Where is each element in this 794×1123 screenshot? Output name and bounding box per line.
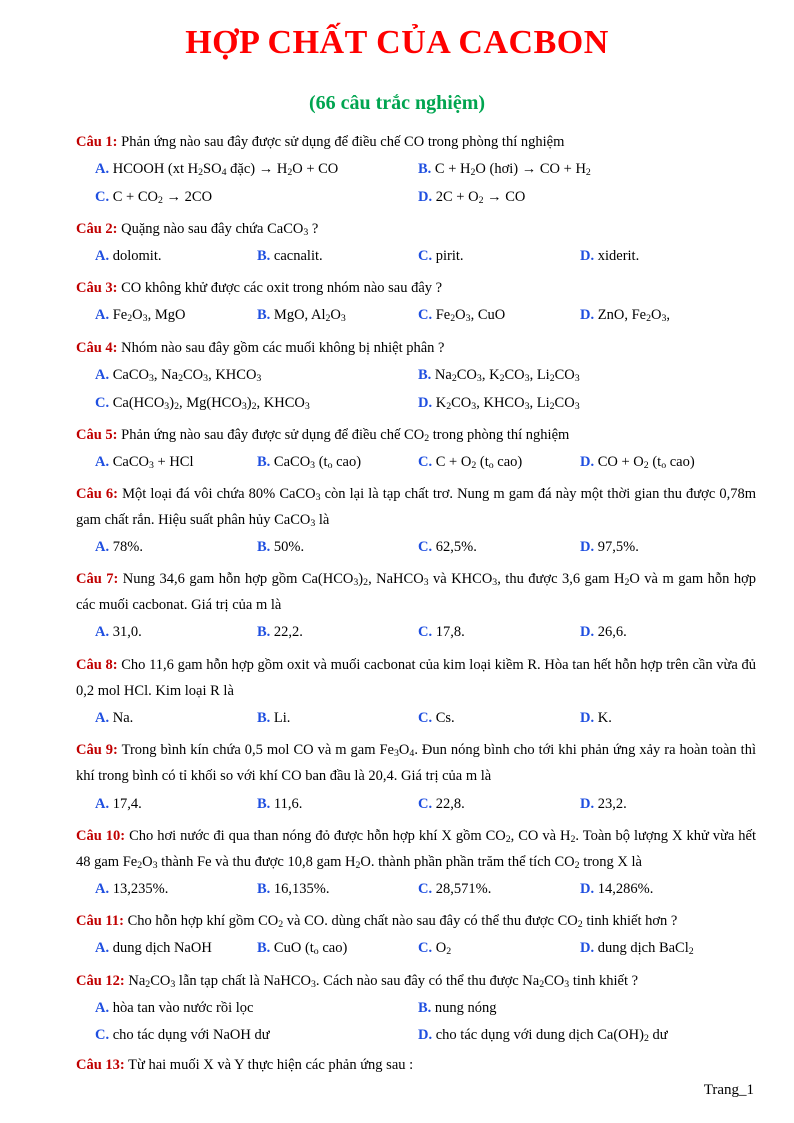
page-number: Trang_1 bbox=[703, 1082, 754, 1098]
option-b[interactable]: B. 50%. bbox=[257, 539, 305, 555]
option-d[interactable]: D. CO + $O_2$ ($t_o$ cao) bbox=[580, 454, 695, 471]
option-d[interactable]: D. 26,6. bbox=[580, 624, 627, 640]
question-text: Trong bình kín chứa 0,5 mol CO và m gam $Fe_3O_4$. Đun nóng bình cho tới khi phản ứng xảy ra hoàn toàn thì khí trong bình có tỉ khối so với khí CO ban đầu là 20,4. Giá trị của m là bbox=[76, 742, 756, 784]
options-row bbox=[95, 246, 755, 266]
question bbox=[76, 422, 756, 448]
option-a[interactable]: A. hòa tan vào nước rồi lọc bbox=[95, 1000, 254, 1016]
option-b[interactable]: B. CuO ($t_o$ cao) bbox=[257, 940, 348, 957]
option-c[interactable]: C. 28,571%. bbox=[418, 881, 492, 897]
option-c[interactable]: C. $Ca(HCO_3)_2$, $Mg(HCO_3)_2$, $KHCO_3$ bbox=[95, 395, 310, 412]
question bbox=[76, 481, 756, 533]
option-a[interactable]: A. HCOOH (xt $H_2SO_4$ đặc) → $H_2O$ + CO bbox=[95, 161, 339, 178]
question bbox=[76, 275, 756, 301]
option-d[interactable]: D. $K_2CO_3$, $KHCO_3$, $Li_2CO_3$ bbox=[418, 395, 580, 412]
option-d[interactable]: D. $2C + O_2$ → CO bbox=[418, 189, 526, 206]
question-text: Cho hỗn hợp khí gồm $CO_2$ và CO. dùng chất nào sau đây có thể thu được $CO_2$ tinh khiết hơn ? bbox=[127, 913, 678, 930]
option-d[interactable]: D. 14,286%. bbox=[580, 881, 654, 897]
option-d[interactable]: D. K. bbox=[580, 710, 612, 726]
question-text: Phản ứng nào sau đây được sử dụng để điều chế $CO_2$ trong phòng thí nghiệm bbox=[121, 427, 570, 444]
option-a[interactable]: A. Na. bbox=[95, 710, 134, 726]
question-number: Câu 9: bbox=[76, 742, 118, 758]
question-number: Câu 10: bbox=[76, 828, 126, 844]
option-c[interactable]: C. pirit. bbox=[418, 248, 464, 264]
option-a[interactable]: A. 13,235%. bbox=[95, 881, 169, 897]
question bbox=[76, 566, 756, 618]
question-number: Câu 13: bbox=[76, 1057, 125, 1073]
question bbox=[76, 216, 756, 242]
option-d[interactable]: D. cho tác dụng với dung dịch $Ca(OH)_2$ dư bbox=[418, 1027, 668, 1044]
question-text: Phản ứng nào sau đây được sử dụng để điều chế CO trong phòng thí nghiệm bbox=[121, 134, 565, 150]
option-c[interactable]: C. 62,5%. bbox=[418, 539, 477, 555]
question-text: Quặng nào sau đây chứa CaCO$_3$ ? bbox=[121, 221, 319, 238]
option-b[interactable]: B. cacnalit. bbox=[257, 248, 323, 264]
question-number: Câu 3: bbox=[76, 280, 118, 296]
options-row bbox=[95, 452, 755, 472]
option-d[interactable]: D. ZnO, $Fe_2O_3$, bbox=[580, 307, 671, 324]
question-number: Câu 8: bbox=[76, 657, 118, 673]
option-d[interactable]: D. xiderit. bbox=[580, 248, 640, 264]
question-text: Nhóm nào sau đây gồm các muối không bị nhiệt phân ? bbox=[121, 340, 445, 356]
option-a[interactable]: A. $Fe_2O_3$, MgO bbox=[95, 307, 186, 324]
option-a[interactable]: A. 17,4. bbox=[95, 796, 142, 812]
options-row bbox=[95, 187, 755, 207]
option-b[interactable]: B. nung nóng bbox=[418, 1000, 497, 1016]
option-c[interactable]: C. $C + O_2$ ($t_o$ cao) bbox=[418, 454, 523, 471]
question-number: Câu 11: bbox=[76, 913, 124, 929]
option-b[interactable]: B. CaCO$_3$ ($t_o$ cao) bbox=[257, 454, 362, 471]
option-b[interactable]: B. 16,135%. bbox=[257, 881, 330, 897]
question-text: Cho 11,6 gam hỗn hợp gồm oxit và muối cacbonat của kim loại kiềm R. Hòa tan hết hỗn hợp trên cần vừa đủ 0,2 mol HCl. Kim loại R là bbox=[76, 657, 756, 699]
option-c[interactable]: C. Cs. bbox=[418, 710, 455, 726]
options-row bbox=[95, 879, 755, 899]
option-b[interactable]: B. Li. bbox=[257, 710, 291, 726]
page-subtitle: (66 câu trắc nghiệm) bbox=[308, 92, 486, 114]
question-number: Câu 7: bbox=[76, 571, 119, 587]
question-number: Câu 6: bbox=[76, 486, 118, 502]
options-row bbox=[95, 393, 755, 413]
question-text: Một loại đá vôi chứa 80% CaCO$_3$ còn lại là tạp chất trơ. Nung m gam đá này một thời gian thu được 0,78m gam chất rắn. Hiệu suất phân hủy CaCO$_3$ là bbox=[76, 486, 757, 529]
question bbox=[76, 968, 756, 994]
options-row bbox=[95, 305, 755, 325]
option-a[interactable]: A. CaCO$_3$, $Na_2CO_3$, $KHCO_3$ bbox=[95, 367, 262, 384]
option-c[interactable]: C. 22,8. bbox=[418, 796, 465, 812]
option-a[interactable]: A. dolomit. bbox=[95, 248, 162, 264]
question bbox=[76, 908, 756, 934]
option-b[interactable]: B. 11,6. bbox=[257, 796, 303, 812]
option-a[interactable]: A. dung dịch NaOH bbox=[95, 940, 212, 956]
option-c[interactable]: C. $C + CO_2 \to 2CO$ bbox=[95, 189, 213, 206]
option-c[interactable]: C. $O_2$ bbox=[418, 940, 452, 957]
option-a[interactable]: A. CaCO$_3$ + HCl bbox=[95, 454, 194, 471]
options-row bbox=[95, 1025, 755, 1045]
question-text: Nung 34,6 gam hỗn hợp gồm $Ca(HCO_3)_2$, NaHCO$_3$ và $KHCO_3$, thu được 3,6 gam $H_2O$ và m gam hỗn hợp các muối cacbonat. Giá trị của m là bbox=[76, 571, 756, 613]
option-a[interactable]: A. 31,0. bbox=[95, 624, 142, 640]
question bbox=[76, 129, 756, 155]
question-text: Từ hai muối X và Y thực hiện các phản ứng sau : bbox=[128, 1057, 414, 1073]
question-number: Câu 4: bbox=[76, 340, 118, 356]
question bbox=[76, 823, 756, 875]
question-number: Câu 1: bbox=[76, 134, 118, 150]
options-row bbox=[95, 537, 755, 557]
options-row bbox=[95, 159, 755, 179]
option-b[interactable]: B. 22,2. bbox=[257, 624, 303, 640]
option-b[interactable]: B. $C + H_2O$ (hơi) → CO + $H_2$ bbox=[418, 161, 591, 178]
option-c[interactable]: C. 17,8. bbox=[418, 624, 465, 640]
option-d[interactable]: D. dung dịch BaCl$_2$ bbox=[580, 940, 694, 957]
option-d[interactable]: D. 97,5%. bbox=[580, 539, 639, 555]
page-title: HỢP CHẤT CỦA CACBON bbox=[185, 24, 609, 61]
option-c[interactable]: C. $Fe_2O_3$, CuO bbox=[418, 307, 506, 324]
options-row bbox=[95, 708, 755, 728]
question bbox=[76, 737, 756, 789]
question bbox=[76, 1052, 756, 1078]
question-text: CO không khử được các oxit trong nhóm nào sau đây ? bbox=[121, 280, 443, 296]
question-number: Câu 5: bbox=[76, 427, 118, 443]
question-number: Câu 2: bbox=[76, 221, 118, 237]
option-b[interactable]: B. MgO, $Al_2O_3$ bbox=[257, 307, 346, 324]
options-row bbox=[95, 938, 755, 958]
options-row bbox=[95, 794, 755, 814]
option-c[interactable]: C. cho tác dụng với NaOH dư bbox=[95, 1027, 270, 1043]
question bbox=[76, 335, 756, 361]
option-d[interactable]: D. 23,2. bbox=[580, 796, 627, 812]
options-row bbox=[95, 365, 755, 385]
question bbox=[76, 652, 756, 704]
question-text: Cho hơi nước đi qua than nóng đỏ được hỗn hợp khí X gồm $CO_2$, CO và $H_2$. Toàn bộ lượng X khử vừa hết 48 gam $Fe_2O_3$ thành Fe và thu được 10,8 gam $H_2O$. thành phần phần trăm thể tích $CO_2$ trong X là bbox=[76, 828, 757, 871]
question-text: $Na_2CO_3$ lẫn tạp chất là NaHCO$_3$. Cách nào sau đây có thể thu được $Na_2CO_3$ tinh khiết ? bbox=[128, 973, 639, 990]
option-a[interactable]: A. 78%. bbox=[95, 539, 143, 555]
question-number: Câu 12: bbox=[76, 973, 125, 989]
options-row bbox=[95, 622, 755, 642]
option-b[interactable]: B. $Na_2CO_3$, $K_2CO_3$, $Li_2CO_3$ bbox=[418, 367, 580, 384]
options-row bbox=[95, 998, 755, 1018]
